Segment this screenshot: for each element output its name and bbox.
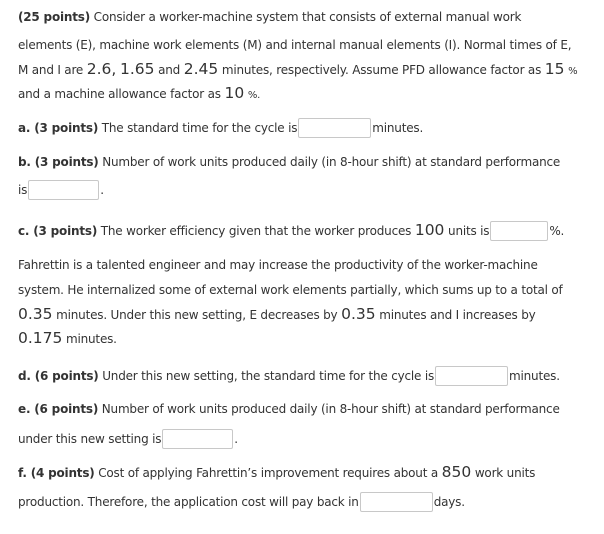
payback-units: 850: [441, 463, 472, 481]
part-f: f. (4 points) Cost of applying Fahrettin’s improvement requires about a 850 work units: [18, 463, 536, 481]
i-normal-time: 2.45: [183, 60, 219, 78]
part-f-line-2: production. Therefore, the application cost will pay back in days.: [18, 490, 465, 514]
scenario-line-1: Fahrettin is a talented engineer and may increase the productivity of the worker-machine: [18, 258, 538, 272]
intro-line-4: and a machine allowance factor as 10 %.: [18, 84, 261, 102]
part-a: a. (3 points) The standard time for the cycle is minutes.: [18, 116, 423, 140]
intro-line-1: (25 points) Consider a worker-machine system that consists of external manual work: [18, 10, 522, 24]
part-b-label: b. (3 points): [18, 155, 99, 169]
part-b: b. (3 points) Number of work units produced daily (in 8-hour shift) at standard performance: [18, 155, 561, 169]
machine-allowance: 10: [224, 84, 245, 102]
part-e-line-2: under this new setting is .: [18, 427, 238, 451]
part-e-label: e. (6 points): [18, 402, 99, 416]
part-b-answer-input[interactable]: [28, 180, 99, 200]
part-d: d. (6 points) Under this new setting, the standard time for the cycle is minutes.: [18, 364, 560, 388]
part-c: c. (3 points) The worker efficiency given that the worker produces 100 units is %.: [18, 221, 565, 239]
part-f-answer-input[interactable]: [360, 492, 433, 512]
part-a-answer-input[interactable]: [298, 118, 371, 138]
m-normal-time: 1.65: [119, 60, 155, 78]
units-produced: 100: [414, 221, 445, 239]
part-e: e. (6 points) Number of work units produced daily (in 8-hour shift) at standard performance: [18, 402, 560, 416]
part-b-line-2: is .: [18, 178, 104, 202]
internalized-time: 0.35: [18, 305, 53, 323]
pfd-allowance: 15: [544, 60, 565, 78]
part-a-label: a. (3 points): [18, 121, 99, 135]
e-normal-time: 2.6,: [86, 60, 117, 78]
e-decrease: 0.35: [341, 305, 376, 323]
part-f-label: f. (4 points): [18, 466, 95, 480]
intro-line-2: elements (E), machine work elements (M) and internal manual elements (I). Normal times of E,: [18, 38, 572, 52]
part-c-label: c. (3 points): [18, 224, 98, 238]
scenario-line-2: system. He internalized some of external work elements partially, which sums up to a total of: [18, 283, 563, 297]
part-c-answer-input[interactable]: [490, 221, 548, 241]
total-points: (25 points): [18, 10, 91, 24]
part-d-label: d. (6 points): [18, 369, 99, 383]
part-e-answer-input[interactable]: [162, 429, 233, 449]
part-d-answer-input[interactable]: [435, 366, 508, 386]
i-increase: 0.175: [18, 329, 63, 347]
scenario-line-3: 0.35 minutes. Under this new setting, E decreases by 0.35 minutes and I increases by: [18, 305, 536, 323]
intro-line-3: M and I are 2.6, 1.65 and 2.45 minutes, respectively. Assume PFD allowance factor as 15 %: [18, 60, 578, 78]
scenario-line-4: 0.175 minutes.: [18, 329, 117, 347]
